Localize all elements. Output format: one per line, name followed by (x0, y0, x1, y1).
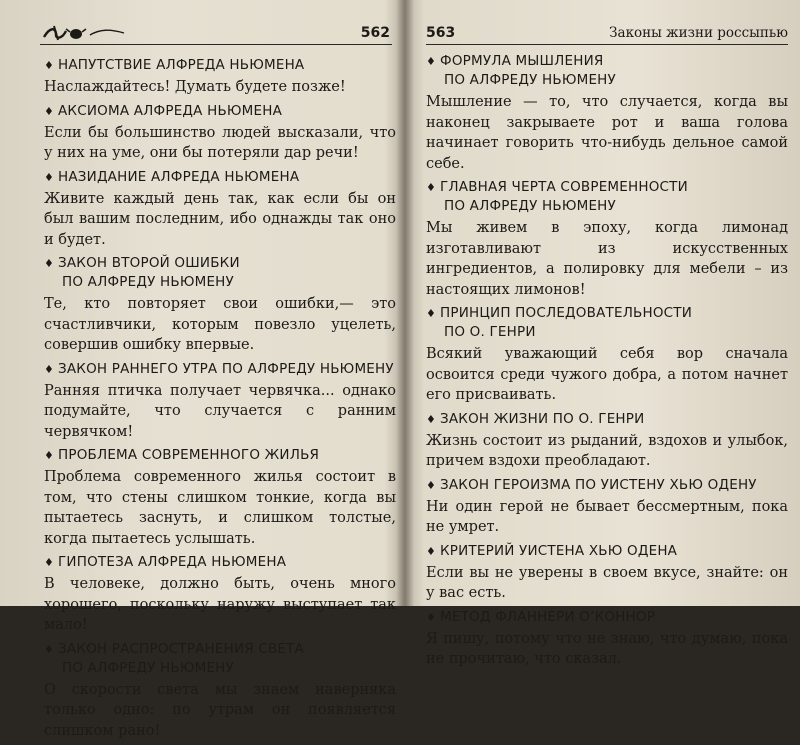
entry-heading: ♦ КРИТЕРИЙ УИСТЕНА ХЬЮ ОДЕНА (426, 542, 678, 559)
right-running-head (426, 22, 788, 45)
entry-text: Если бы большинство людей высказали, что у них на уме, они бы потеряли дар речи! (44, 124, 396, 161)
entry-heading: ♦ ЗАКОН РАННЕГО УТРА ПО АЛФРЕДУ НЬЮМЕНУ (44, 360, 394, 377)
entry-heading: ♦ ПРОБЛЕМА СОВРЕМЕННОГО ЖИЛЬЯ (44, 447, 320, 463)
entry-text: В человеке, должно быть, очень много хорошего, поскольку наружу выступает так мало! (44, 576, 396, 633)
entry-text: Живите каждый день так, как если бы он был вашим последним, ибо однажды так оно и будет. (44, 190, 396, 248)
entry-heading: ♦ АКСИОМА АЛФРЕДА НЬЮМЕНА (44, 102, 283, 119)
entry-text: Проблема современного жилья состоит в том, что стены слишком тонкие, когда вы пытаетесь заснуть, и слишком толстые, когда пытаетесь услышать. (44, 469, 396, 547)
entry (426, 52, 788, 174)
running-title: Законы жизни россыпью (609, 25, 788, 41)
drop-bullet-icon: ♦ (426, 610, 437, 624)
entry-heading: ♦ МЕТОД ФЛАННЕРИ О’КОННОР (426, 608, 656, 625)
drop-bullet-icon: ♦ (426, 307, 437, 320)
entry-heading: ♦ ГЛАВНАЯ ЧЕРТА СОВРЕМЕННОСТИ ПО АЛФРЕДУ НЬЮМЕНУ (426, 178, 788, 216)
right-page-content (426, 52, 788, 674)
drop-bullet-icon: ♦ (44, 642, 55, 656)
entry (44, 254, 396, 356)
drop-bullet-icon: ♦ (426, 55, 437, 68)
entry-heading: ♦ ПРИНЦИП ПОСЛЕДОВАТЕЛЬНОСТИ ПО О. ГЕНРИ (426, 304, 788, 342)
drop-bullet-icon: ♦ (44, 556, 55, 569)
drop-bullet-icon: ♦ (426, 544, 437, 558)
drop-bullet-icon: ♦ (44, 59, 55, 72)
entry-heading: ♦ ЗАКОН РАСПРОСТРАНЕНИЯ СВЕТА ПО АЛФРЕДУ НЬЮМЕНУ (44, 640, 396, 678)
entry-text: О скорости света мы знаем наверняка только одно: по утрам он появляется слишком рано! (44, 681, 396, 739)
drop-bullet-icon: ♦ (426, 181, 437, 194)
entry (426, 608, 788, 670)
left-page (0, 0, 400, 739)
entry-text: Мышление — то, что случается, когда вы наконец закрываете рот и ваша голова начинает говорить что-нибудь дельное самой себе. (426, 94, 788, 172)
left-page-number: 562 (360, 25, 390, 41)
entry-heading: ♦ ГИПОТЕЗА АЛФРЕДА НЬЮМЕНА (44, 554, 287, 570)
entry (426, 542, 788, 604)
left-page-content (44, 56, 396, 745)
entry-text: Если вы не уверены в своем вкусе, знайте: он у вас есть. (426, 564, 788, 601)
entry-heading-line2: ПО АЛФРЕДУ НЬЮМЕНУ (444, 198, 616, 214)
entry-heading-line2: ПО АЛФРЕДУ НЬЮМЕНУ (62, 659, 234, 676)
entry (426, 476, 788, 538)
entry (44, 640, 396, 742)
entry-heading-line2: ПО О. ГЕНРИ (444, 324, 536, 340)
entry-text: Всякий уважающий себя вор сначала освоится среди чужого добра, а потом начнет его присваивать. (426, 346, 788, 403)
entry-text: Мы живем в эпоху, когда лимонад изготавливают из искусственных ингредиентов, а полировку для мебели – из настоящих лимонов! (426, 220, 788, 298)
entry (426, 304, 788, 406)
entry-heading: ♦ ЗАКОН ЖИЗНИ ПО О. ГЕНРИ (426, 410, 645, 427)
drop-bullet-icon: ♦ (44, 362, 55, 376)
entry-heading-line2: ПО АЛФРЕДУ НЬЮМЕНУ (444, 72, 616, 88)
entry-heading: ♦ ЗАКОН ГЕРОИЗМА ПО УИСТЕНУ ХЬЮ ОДЕНУ (426, 476, 757, 493)
entry-heading: ♦ НАПУТСТВИЕ АЛФРЕДА НЬЮМЕНА (44, 57, 305, 73)
entry-heading: ♦ НАЗИДАНИЕ АЛФРЕДА НЬЮМЕНА (44, 168, 300, 185)
entry (44, 360, 396, 443)
publisher-logo-icon (40, 23, 132, 43)
entry-heading: ♦ ЗАКОН ВТОРОЙ ОШИБКИ ПО АЛФРЕДУ НЬЮМЕНУ (44, 254, 396, 292)
entry-text: Жизнь состоит из рыданий, вздохов и улыбок, причем вздохи преобладают. (426, 432, 788, 469)
drop-bullet-icon: ♦ (44, 257, 55, 270)
entry (44, 168, 396, 251)
right-page (412, 0, 800, 667)
entry (44, 553, 396, 636)
entry-text: Ранняя птичка получает червячка... однако подумайте, что случается с ранним червячком! (44, 382, 396, 440)
entry (426, 410, 788, 472)
entry-heading: ♦ ФОРМУЛА МЫШЛЕНИЯ ПО АЛФРЕДУ НЬЮМЕНУ (426, 52, 788, 90)
entry-text: Те, кто повторяет свои ошибки,— это счастливчики, которым повезло уцелеть, совершив ошибку впервые. (44, 296, 396, 353)
entry-text: Наслаждайтесь! Думать будете позже! (44, 79, 346, 95)
drop-bullet-icon: ♦ (44, 170, 55, 184)
entry-text: Я пишу, потому что не знаю, что думаю, пока не прочитаю, что сказал. (426, 630, 788, 667)
drop-bullet-icon: ♦ (44, 449, 55, 462)
entry-heading-line2: ПО АЛФРЕДУ НЬЮМЕНУ (62, 274, 234, 290)
entry-text: Ни один герой не бывает бессмертным, пока не умрет. (426, 498, 788, 535)
entry (44, 446, 396, 549)
drop-bullet-icon: ♦ (44, 104, 55, 118)
right-page-number: 563 (426, 25, 456, 41)
entry (44, 102, 396, 164)
entry (426, 178, 788, 300)
drop-bullet-icon: ♦ (426, 412, 437, 426)
left-running-head (40, 22, 392, 45)
drop-bullet-icon: ♦ (426, 478, 437, 492)
entry (44, 56, 396, 98)
